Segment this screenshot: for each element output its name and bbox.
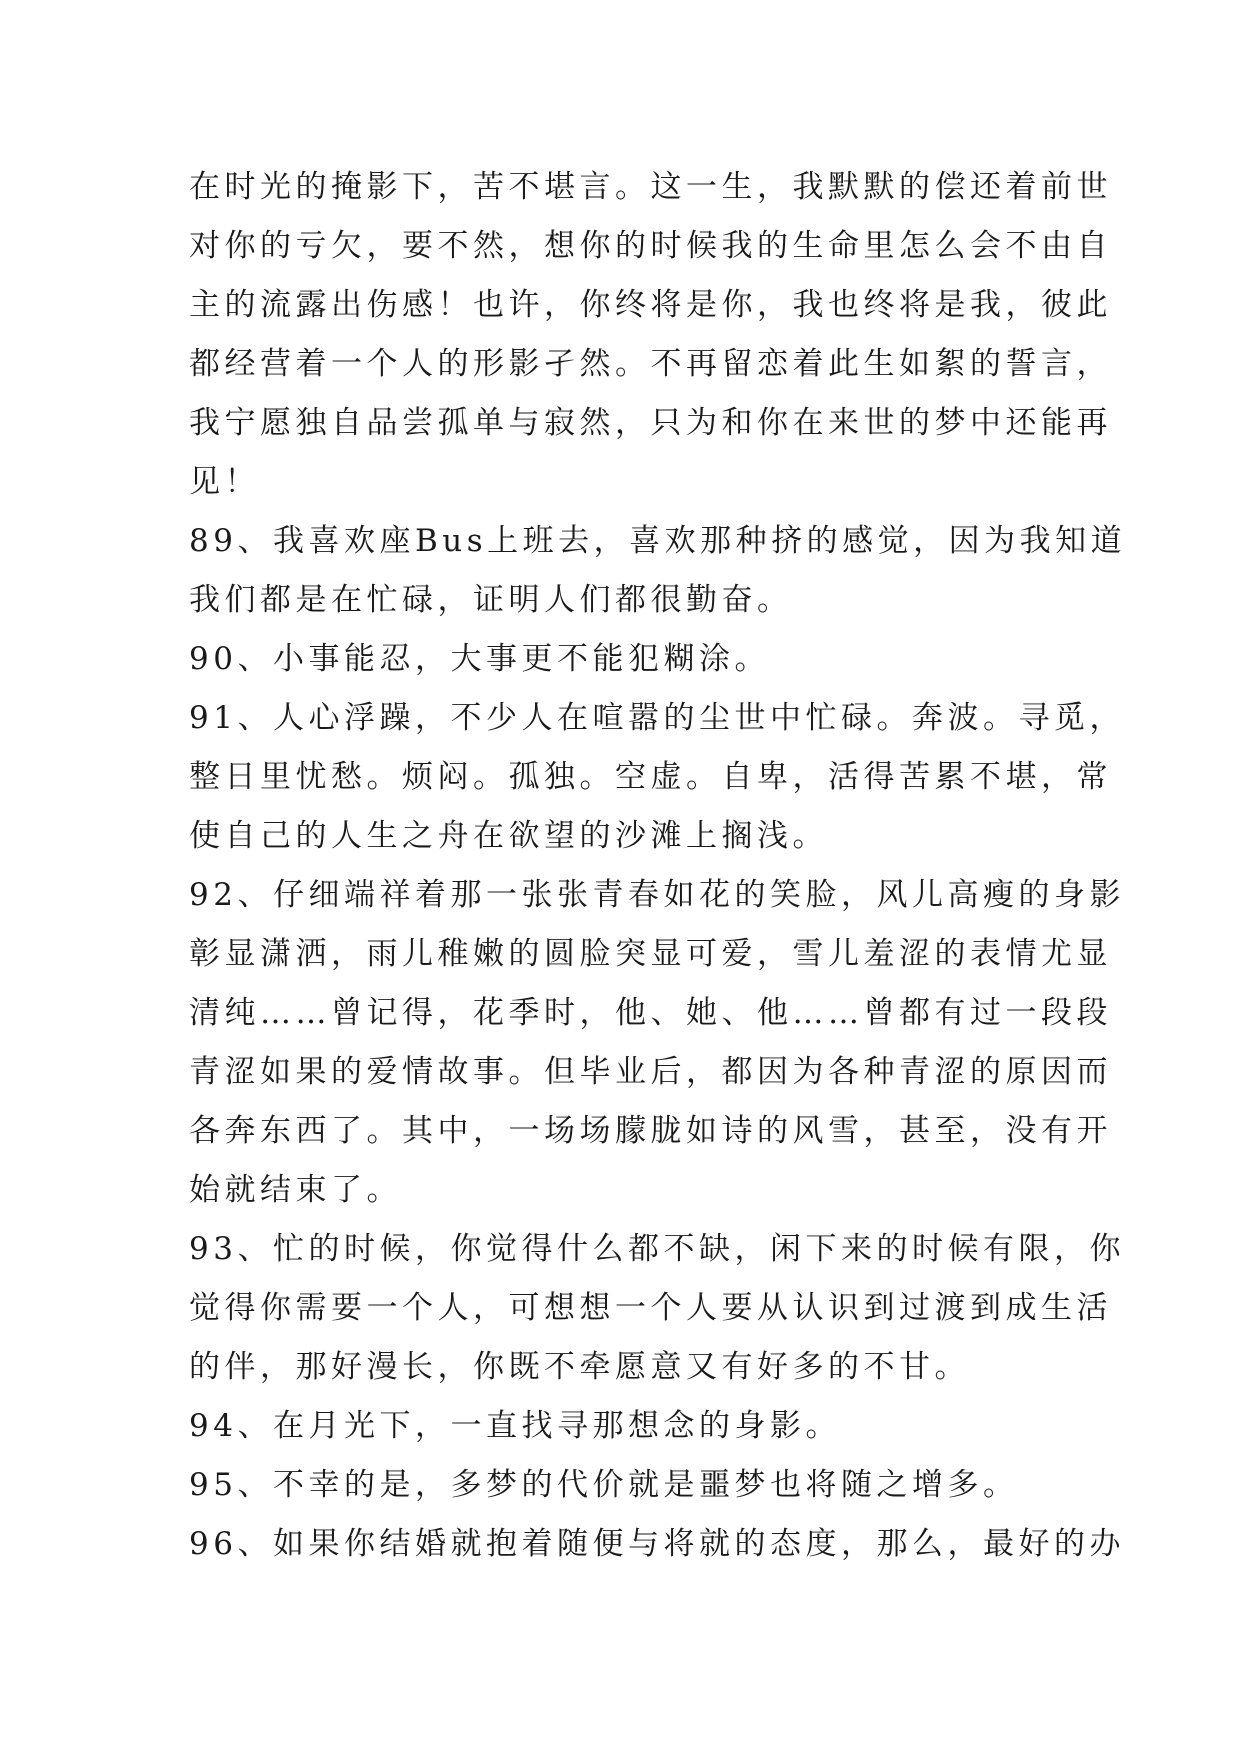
document-body xyxy=(189,158,1127,1574)
text-line: 91、人心浮躁，不少人在喧嚣的尘世中忙碌。奔波。寻觅， xyxy=(189,700,1125,736)
text-line: 95、不幸的是，多梦的代价就是噩梦也将随之增多。 xyxy=(189,1467,1019,1503)
text-line: 90、小事能忍，大事更不能犯糊涂。 xyxy=(189,641,770,677)
text-line: 使自己的人生之舟在欲望的沙滩上搁浅。 xyxy=(189,818,828,854)
text-line: 我宁愿独自品尝孤单与寂然，只为和你在来世的梦中还能再 xyxy=(189,405,1112,441)
text-line: 青涩如果的爱情故事。但毕业后，都因为各种青涩的原因而 xyxy=(189,1054,1112,1090)
text-line: 94、在月光下，一直找寻那想念的身影。 xyxy=(189,1408,841,1444)
text-line: 93、忙的时候，你觉得什么都不缺，闲下来的时候有限，你 xyxy=(189,1231,1125,1267)
text-line: 我们都是在忙碌，证明人们都很勤奋。 xyxy=(189,582,793,618)
text-line: 觉得你需要一个人，可想想一个人要从认识到过渡到成生活 xyxy=(189,1290,1112,1326)
text-line: 主的流露出伤感！也许，你终将是你，我也终将是我，彼此 xyxy=(189,287,1112,323)
text-line: 清纯……曾记得，花季时，他、她、他……曾都有过一段段 xyxy=(189,995,1112,1031)
text-line: 在时光的掩影下，苦不堪言。这一生，我默默的偿还着前世 xyxy=(189,169,1112,205)
text-line: 的伴，那好漫长，你既不牵愿意又有好多的不甘。 xyxy=(189,1349,970,1385)
text-line: 整日里忧愁。烦闷。孤独。空虚。自卑，活得苦累不堪，常 xyxy=(189,759,1112,795)
text-line: 92、仔细端祥着那一张张青春如花的笑脸，风儿高瘦的身影 xyxy=(189,877,1125,913)
text-line: 彰显潇洒，雨儿稚嫩的圆脸突显可爱，雪儿羞涩的表情尤显 xyxy=(189,936,1112,972)
text-line: 都经营着一个人的形影孑然。不再留恋着此生如絮的誓言， xyxy=(189,346,1112,382)
text-line: 96、如果你结婚就抱着随便与将就的态度，那么，最好的办 xyxy=(189,1526,1125,1562)
text-line: 对你的亏欠，要不然，想你的时候我的生命里怎么会不由自 xyxy=(189,228,1112,264)
text-line: 见！ xyxy=(189,464,260,500)
text-line: 89、我喜欢座Bus上班去，喜欢那种挤的感觉，因为我知道 xyxy=(189,523,1127,559)
text-line: 始就结束了。 xyxy=(189,1172,402,1208)
text-line: 各奔东西了。其中，一场场朦胧如诗的风雪，甚至，没有开 xyxy=(189,1113,1112,1149)
